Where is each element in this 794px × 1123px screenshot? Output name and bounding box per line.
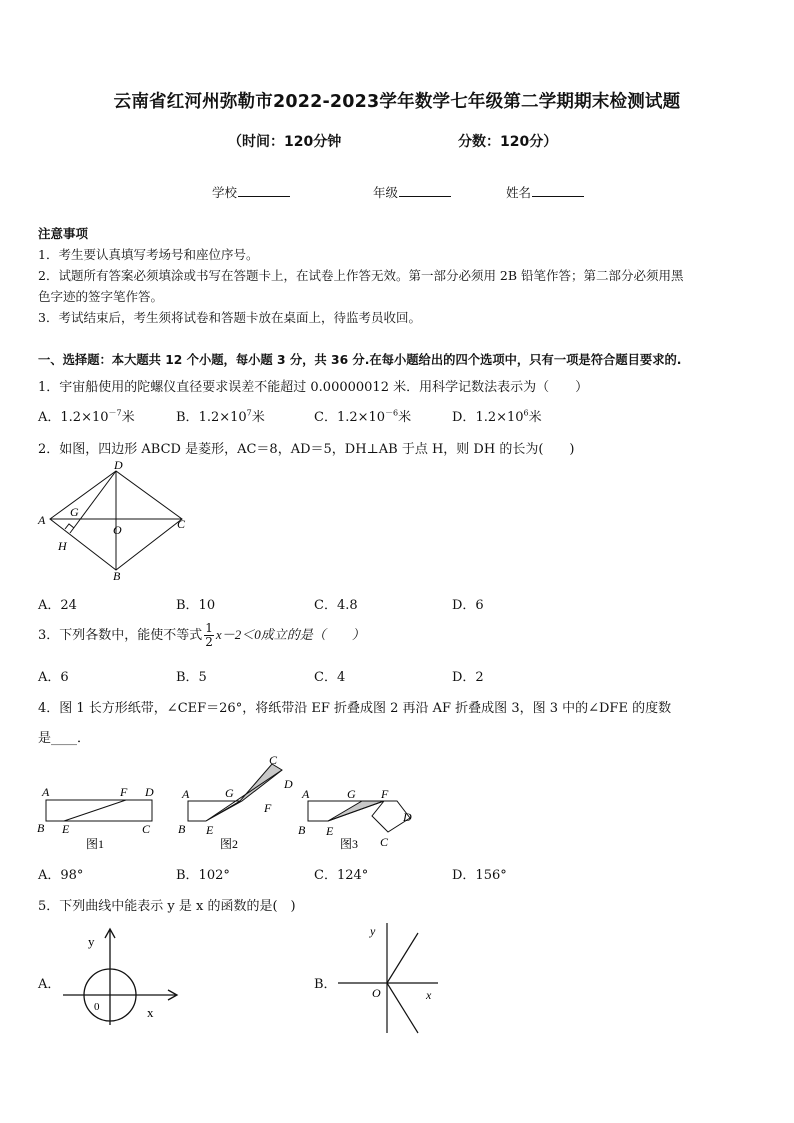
- q1-option-c[interactable]: C．$1.2\times 10^{-6}$米: [314, 408, 412, 425]
- svg-text:A: A: [182, 787, 190, 801]
- q5-stem: 5．下列曲线中能表示 y 是 x 的函数的是( ): [38, 899, 296, 914]
- svg-text:A: A: [302, 787, 310, 801]
- name-blank[interactable]: [532, 184, 584, 197]
- svg-text:C: C: [142, 822, 151, 836]
- svg-text:B: B: [298, 823, 306, 837]
- svg-text:C: C: [269, 753, 278, 767]
- notice-heading: 注意事项: [38, 226, 89, 241]
- q3-option-c[interactable]: C．4: [314, 670, 346, 685]
- q2-option-d[interactable]: D．6: [452, 598, 484, 613]
- fig2-caption: 图2: [220, 837, 239, 851]
- name-field[interactable]: [506, 183, 584, 201]
- notice-item: 3．考试结束后，考生须将试卷和答题卡放在桌面上，待监考员收回。: [38, 310, 421, 325]
- school-field[interactable]: [212, 183, 290, 201]
- name-label: 姓名: [506, 185, 532, 200]
- label-a: A: [38, 513, 46, 527]
- svg-text:B: B: [37, 821, 45, 835]
- fold-figure-1: [34, 780, 164, 852]
- svg-text:G: G: [225, 786, 234, 800]
- grade-blank[interactable]: [399, 184, 451, 197]
- q1-option-b[interactable]: B．$1.2\times 10^7$米: [176, 408, 265, 425]
- fold-figure-2: [172, 752, 302, 852]
- q4-stem-cont: 是____．: [38, 731, 91, 746]
- q5-option-b[interactable]: B．: [314, 977, 337, 992]
- q3-option-d[interactable]: D．2: [452, 670, 484, 685]
- notice-item: 2．试题所有答案必须填涂或书写在答题卡上，在试卷上作答无效。第一部分必须用 2B 铅笔作答；第二部分必须用黑: [38, 268, 684, 283]
- section-heading: 一、选择题：本大题共 12 个小题，每小题 3 分，共 36 分.在每小题给出的四个选项中，只有一项是符合题目要求的.: [38, 353, 682, 367]
- q5-option-a[interactable]: A．: [38, 977, 61, 992]
- svg-text:B: B: [178, 822, 186, 836]
- origin-label: 0: [94, 1001, 100, 1013]
- svg-text:D: D: [145, 785, 154, 799]
- svg-text:A: A: [42, 785, 50, 799]
- q3-option-b[interactable]: B．5: [176, 670, 207, 685]
- school-label: 学校: [212, 185, 238, 200]
- fraction-half: $\frac{1}{2}$: [205, 621, 213, 649]
- q4-option-b[interactable]: B．102°: [176, 868, 230, 883]
- q3-stem: 3．下列各数中，能使不等式 $\frac{1}{2}$ x－2＜0成立的是（ ）: [38, 621, 365, 649]
- q1-stem: 1．宇宙船使用的陀螺仪直径要求误差不能超过 0.00000012 米．用科学记数法表示为（ ）: [38, 380, 589, 395]
- notice-item: 1．考生要认真填写考场号和座位序号。: [38, 247, 259, 262]
- svg-text:C: C: [380, 835, 389, 849]
- q4-option-d[interactable]: D．156°: [452, 868, 507, 883]
- svg-text:E: E: [206, 823, 214, 837]
- label-b: B: [113, 569, 121, 583]
- label-d: D: [114, 458, 123, 472]
- q4-stem: 4．图 1 长方形纸带，∠CEF＝26°，将纸带沿 EF 折叠成图 2 再沿 AF 折叠成图 3，图 3 中的∠DFE 的度数: [38, 701, 672, 716]
- fig1-caption: 图1: [86, 837, 105, 851]
- school-blank[interactable]: [238, 184, 290, 197]
- svg-text:F: F: [264, 801, 272, 815]
- q4-option-c[interactable]: C．124°: [314, 868, 369, 883]
- svg-text:F: F: [381, 787, 389, 801]
- notice-item: 色字迹的签字笔作答。: [38, 289, 164, 304]
- ray-graph: [330, 915, 450, 1045]
- q3-option-a[interactable]: A．6: [38, 670, 69, 685]
- y-axis-label: y: [88, 934, 95, 949]
- q1-option-d[interactable]: D．$1.2\times 10^6$米: [452, 408, 542, 425]
- svg-text:G: G: [347, 787, 356, 801]
- exam-time: （时间：120分钟: [228, 134, 342, 150]
- x-axis-label: x: [426, 988, 432, 1002]
- label-h: H: [58, 539, 67, 553]
- label-g: G: [70, 505, 79, 519]
- q2-stem: 2．如图，四边形 ABCD 是菱形，AC＝8，AD＝5，DH⊥AB 于点 H，则 DH 的长为( ): [38, 442, 575, 457]
- q1-option-a[interactable]: A．$1.2\times 10^{-7}$米: [38, 408, 135, 425]
- label-c: C: [177, 517, 186, 531]
- label-o: O: [113, 523, 122, 537]
- svg-text:D: D: [284, 777, 293, 791]
- q2-option-a[interactable]: A．24: [38, 598, 77, 613]
- fold-figure-3: [292, 780, 422, 852]
- grade-field[interactable]: [373, 183, 451, 201]
- rhombus-figure: [30, 456, 200, 586]
- page-title: 云南省红河州弥勒市2022-2023学年数学七年级第二学期期末检测试题: [113, 92, 681, 112]
- q2-option-c[interactable]: C．4.8: [314, 598, 358, 613]
- svg-text:E: E: [326, 824, 334, 838]
- origin-label: O: [372, 986, 381, 1000]
- q2-option-b[interactable]: B．10: [176, 598, 216, 613]
- svg-text:F: F: [120, 785, 128, 799]
- y-axis-label: y: [370, 924, 376, 938]
- x-axis-label: x: [147, 1005, 154, 1020]
- fig3-caption: 图3: [340, 837, 359, 851]
- svg-text:D: D: [403, 810, 412, 824]
- circle-graph: [60, 925, 185, 1030]
- svg-text:E: E: [62, 822, 70, 836]
- q4-option-a[interactable]: A．98°: [38, 868, 84, 883]
- exam-score: 分数：120分）: [458, 134, 558, 150]
- grade-label: 年级: [373, 185, 399, 200]
